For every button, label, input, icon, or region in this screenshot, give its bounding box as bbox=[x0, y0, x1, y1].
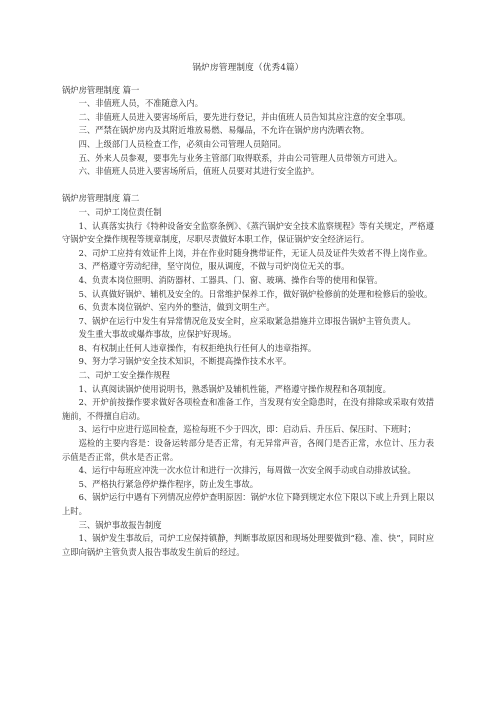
paragraph: 四、上级部门人员检查工作，必须由公司管理人员陪同。 bbox=[78, 138, 287, 149]
paragraph: 三、锅炉事故报告制度 bbox=[78, 519, 162, 530]
paragraph: 二、非值班人员进入要害场所后，要先进行登记，并由值班人员告知其应注意的安全事项。 bbox=[78, 111, 411, 122]
document-title: 锅炉房管理制度（优秀4篇） bbox=[192, 63, 304, 73]
document-body bbox=[62, 62, 434, 559]
paragraph: 六、非值班人员进入要害场所后，值班人员要对其进行安全监护。 bbox=[78, 166, 320, 177]
paragraph: 4、运行中每班应冲洗一次水位计和进行一次排污，每周做一次安全阀手动或自动排放试验。 bbox=[78, 465, 416, 476]
paragraph: 2、开炉前按操作要求做好各项检查和准备工作，当发现有安全隐患时，在没有排除或采取有效措施前，不得擅自启动。 bbox=[62, 397, 434, 421]
paragraph: 8、有权制止任何人违章操作，有权拒绝执行任何人的违章指挥。 bbox=[78, 342, 317, 353]
section-heading: 锅炉房管理制度 篇二 bbox=[62, 193, 140, 204]
paragraph: 7、锅炉在运行中发生有异常情况危及安全时，应采取紧急措施并立即报告锅炉主管负责人。 bbox=[78, 315, 416, 326]
paragraph: 5、认真做好锅炉、辅机及安全的。日常维护保养工作，做好锅炉检修前的处理和检修后的验收。 bbox=[78, 288, 433, 299]
section-2 bbox=[62, 192, 434, 559]
paragraph: 巡检的主要内容是：设备运转部分是否正常，有无异常声音，各阀门是否正常，水位计、压力表示值是否正常，供水是否正常。 bbox=[62, 438, 434, 462]
paragraph: 6、锅炉运行中遇有下列情况应停炉查明原因：锅炉水位下降到规定水位下限以下或上升到上限以上时。 bbox=[62, 492, 434, 516]
paragraph: 4、负责本岗位照明、消防器材、工器具、门、窗、玻璃、操作台等的使用和保管。 bbox=[78, 274, 383, 285]
paragraph: 一、非值班人员，不准随意入内。 bbox=[78, 98, 204, 109]
paragraph: 9、努力学习锅炉安全技术知识，不断提高操作技术水平。 bbox=[78, 356, 292, 367]
paragraph: 发生重大事故或爆炸事故，应保护好现场。 bbox=[78, 329, 237, 340]
paragraph: 三、严禁在锅炉房内及其附近堆放易燃、易爆品，不允许在锅炉房内洗晒衣物。 bbox=[78, 125, 369, 136]
paragraph: 1、认真阅读锅炉使用说明书，熟悉锅炉及辅机性能，严格遵守操作规程和各项制度。 bbox=[78, 383, 391, 394]
paragraph: 3、运行中应进行巡回检查，巡检每班不少于四次，即：启动后、升压后、保压时、下班时； bbox=[78, 424, 416, 435]
paragraph: 1、认真落实执行《特种设备安全监察条例》、《蒸汽锅炉安全技术监察规程》等有关规定，严格遵守锅炉安全操作规程等规章制度，尽职尽责做好本职工作，保证锅炉安全经济运行。 bbox=[62, 220, 434, 245]
paragraph: 6、负责本岗位锅炉、室内外的整洁，做到文明生产。 bbox=[78, 302, 275, 313]
section-heading: 锅炉房管理制度 篇一 bbox=[62, 84, 140, 95]
paragraph: 2、司炉工应持有效证件上岗，并在作业时随身携带证件，无证人员及证件失效者不得上岗作业。 bbox=[78, 247, 433, 258]
paragraph: 二、司炉工安全操作规程 bbox=[78, 370, 170, 381]
paragraph: 五、外来人员参观，要事先与业务主管部门取得联系，并由公司管理人员带领方可进入。 bbox=[78, 152, 403, 163]
section-gap bbox=[62, 179, 434, 193]
paragraph: 3、严格遵守劳动纪律，坚守岗位，服从调度，不做与司炉岗位无关的事。 bbox=[78, 261, 350, 272]
document-sections bbox=[62, 84, 434, 560]
section-1 bbox=[62, 84, 434, 179]
paragraph: 5、严格执行紧急停炉操作程序，防止发生事故。 bbox=[78, 478, 259, 489]
paragraph: 1、锅炉发生事故后，司炉工应保持镇静，判断事故原因和现场处理要做到“稳、准、快”，同时应立即向锅炉主管负责人报告事故发生前后的经过。 bbox=[62, 533, 434, 557]
paragraph: 一、司炉工岗位责任制 bbox=[78, 206, 162, 217]
